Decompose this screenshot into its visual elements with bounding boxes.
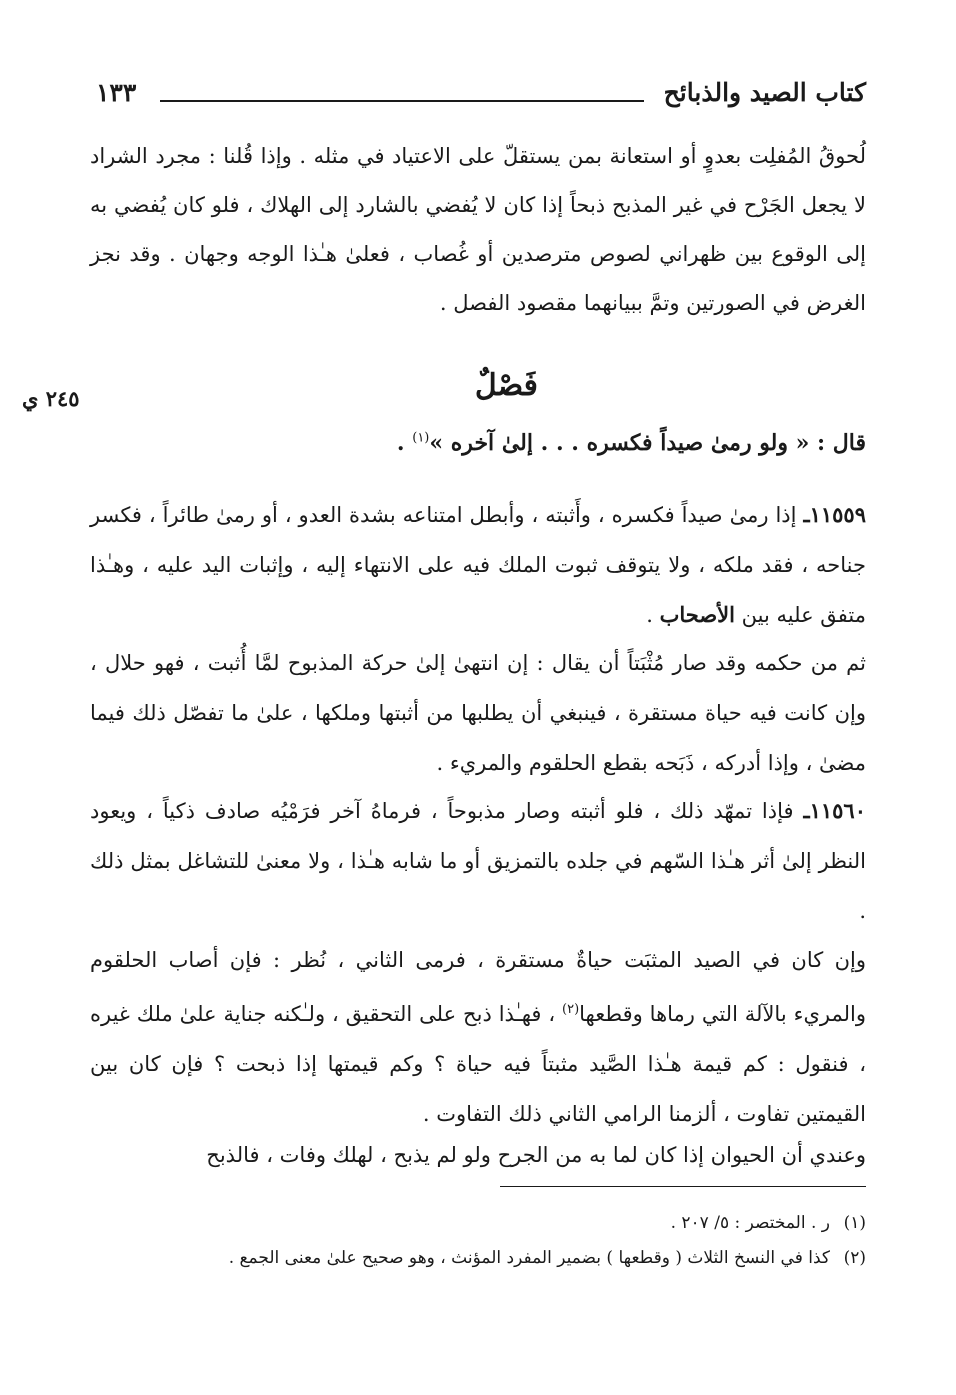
section-quote-end: .: [396, 430, 413, 456]
footnote-mark: (١): [843, 1213, 866, 1233]
paragraph-text: إذا رمىٰ صيداً فكسره ، وأَثبته ، وأبطل امتناعه بشدة العدو ، أو رمىٰ طائراً ، فكسر جناحه ، فقد ملكه ، ولا يتوقف ثبوت الملك فيه على الانتهاء إليه ، وإثبات اليد عليه ، وهـٰذا متفق عليه بين: [90, 503, 866, 627]
section-quote-footnote-ref: (١): [412, 430, 430, 446]
header-rule: [160, 100, 644, 102]
footnote-ref: (٢): [562, 1002, 580, 1017]
margin-manuscript-reference: ٢٤٥ ي: [22, 386, 80, 411]
footnote-mark: (٢): [843, 1248, 866, 1268]
section-quote-text: قال : « ولو رمىٰ صيداً فكسره . . . إلىٰ آخره »: [429, 430, 866, 456]
paragraph-number: ١١٥٦٠ـ: [803, 798, 866, 823]
paragraph-then: [90, 638, 866, 788]
footnotes: [90, 1206, 866, 1276]
paragraph-11559: [90, 490, 866, 640]
footnote-text: كذا في النسخ الثلاث ( وقطعها ) بضمير المفرد المؤنث ، وهو صحيح علىٰ معنى الجمع .: [228, 1248, 830, 1268]
paragraph-11560: [90, 786, 866, 936]
paragraph-emphasis: الأصحاب: [659, 602, 735, 627]
paragraph-text: وعندي أن الحيوان إذا كان لما به من الجرح ولو لم يذبح ، لهلك وفات ، فالذبح: [206, 1143, 866, 1167]
footnote-2: [90, 1241, 866, 1276]
footnote-1: [90, 1206, 866, 1241]
paragraph-indi: [90, 1130, 866, 1180]
intro-paragraph-text: لُحوقُ المُفلِت بعدوٍ أو استعانة بمن يستقلّ على الاعتياد في مثله . وإذا قُلنا : مجرد الشراد لا يجعل الجَرْح في غير المذبح ذبحاً إذا كان لا يُفضي بالشارد إلى الهلاك ، فلو كان يُفضي به إلى الوقوع بين ظهراني لصوص مترصدين أو غُصاب ، فعلىٰ هـٰذا الوجه وجهان . وقد نجز الغرض في الصورتين وتمَّ ببيانهما مقصود الفصل .: [90, 144, 866, 315]
footnote-rule: [500, 1186, 866, 1187]
section-heading-text: فَصْلٌ: [474, 368, 538, 403]
page-number: ١٣٣: [96, 78, 137, 107]
book-title: كتاب الصيد والذبائح: [663, 78, 866, 107]
intro-paragraph: [90, 132, 866, 328]
paragraph-text: وإن كان في الصيد المثبَت حياةٌ مستقرة ، فرمى الثاني ، نُظر : فإن أصاب الحلقوم والمريء بالآلة التي رماها وقطعها: [90, 948, 866, 1026]
paragraph-end: .: [646, 603, 660, 627]
running-header: [96, 78, 866, 118]
paragraph-text-cont: ، فهـٰذا ذبح على التحقيق ، ولـٰكنه جناية علىٰ ملك غيره ، فنقول : كم قيمة هـٰذا الصَّيد مثبتاً فيه حياة ؟ وكم قيمتها إذا ذبحت ؟ فإن كان بين القيمتين تفاوت ، ألزمنا الرامي الثاني ذلك التفاوت .: [90, 1002, 866, 1126]
paragraph-text: فإذا تمهّد ذلك ، فلو أثبته وصار مذبوحاً ، فرماهُ آخر فرَمْيُه صادف ذكياً ، ويعود النظر إلىٰ أثر هـٰذا السّهم في جلده بالتمزيق أو ما شابه هـٰذا ، ولا معنىٰ للتشاغل بمثل ذلك .: [90, 799, 866, 923]
paragraph-if-living: [90, 935, 866, 1139]
footnote-text: ر . المختصر : ٥/ ٢٠٧ .: [670, 1213, 830, 1233]
paragraph-text: ثم من حكمه وقد صار مُثْبَتاً أن يقال : إن انتهىٰ إلىٰ حركة المذبوح لمَّا أُثبت ، فهو حلال ، وإن كانت فيه حياة مستقرة ، فينبغي أن يطلبها من أثبتها وملكها ، علىٰ ما تفصّل ذلك فيما مضىٰ ، وإذا أدركه ، ذَبَحه بقطع الحلقوم والمريء .: [90, 651, 866, 775]
section-heading: [420, 360, 538, 426]
section-quote: [330, 430, 866, 456]
paragraph-number: ١١٥٥٩ـ: [803, 502, 866, 527]
